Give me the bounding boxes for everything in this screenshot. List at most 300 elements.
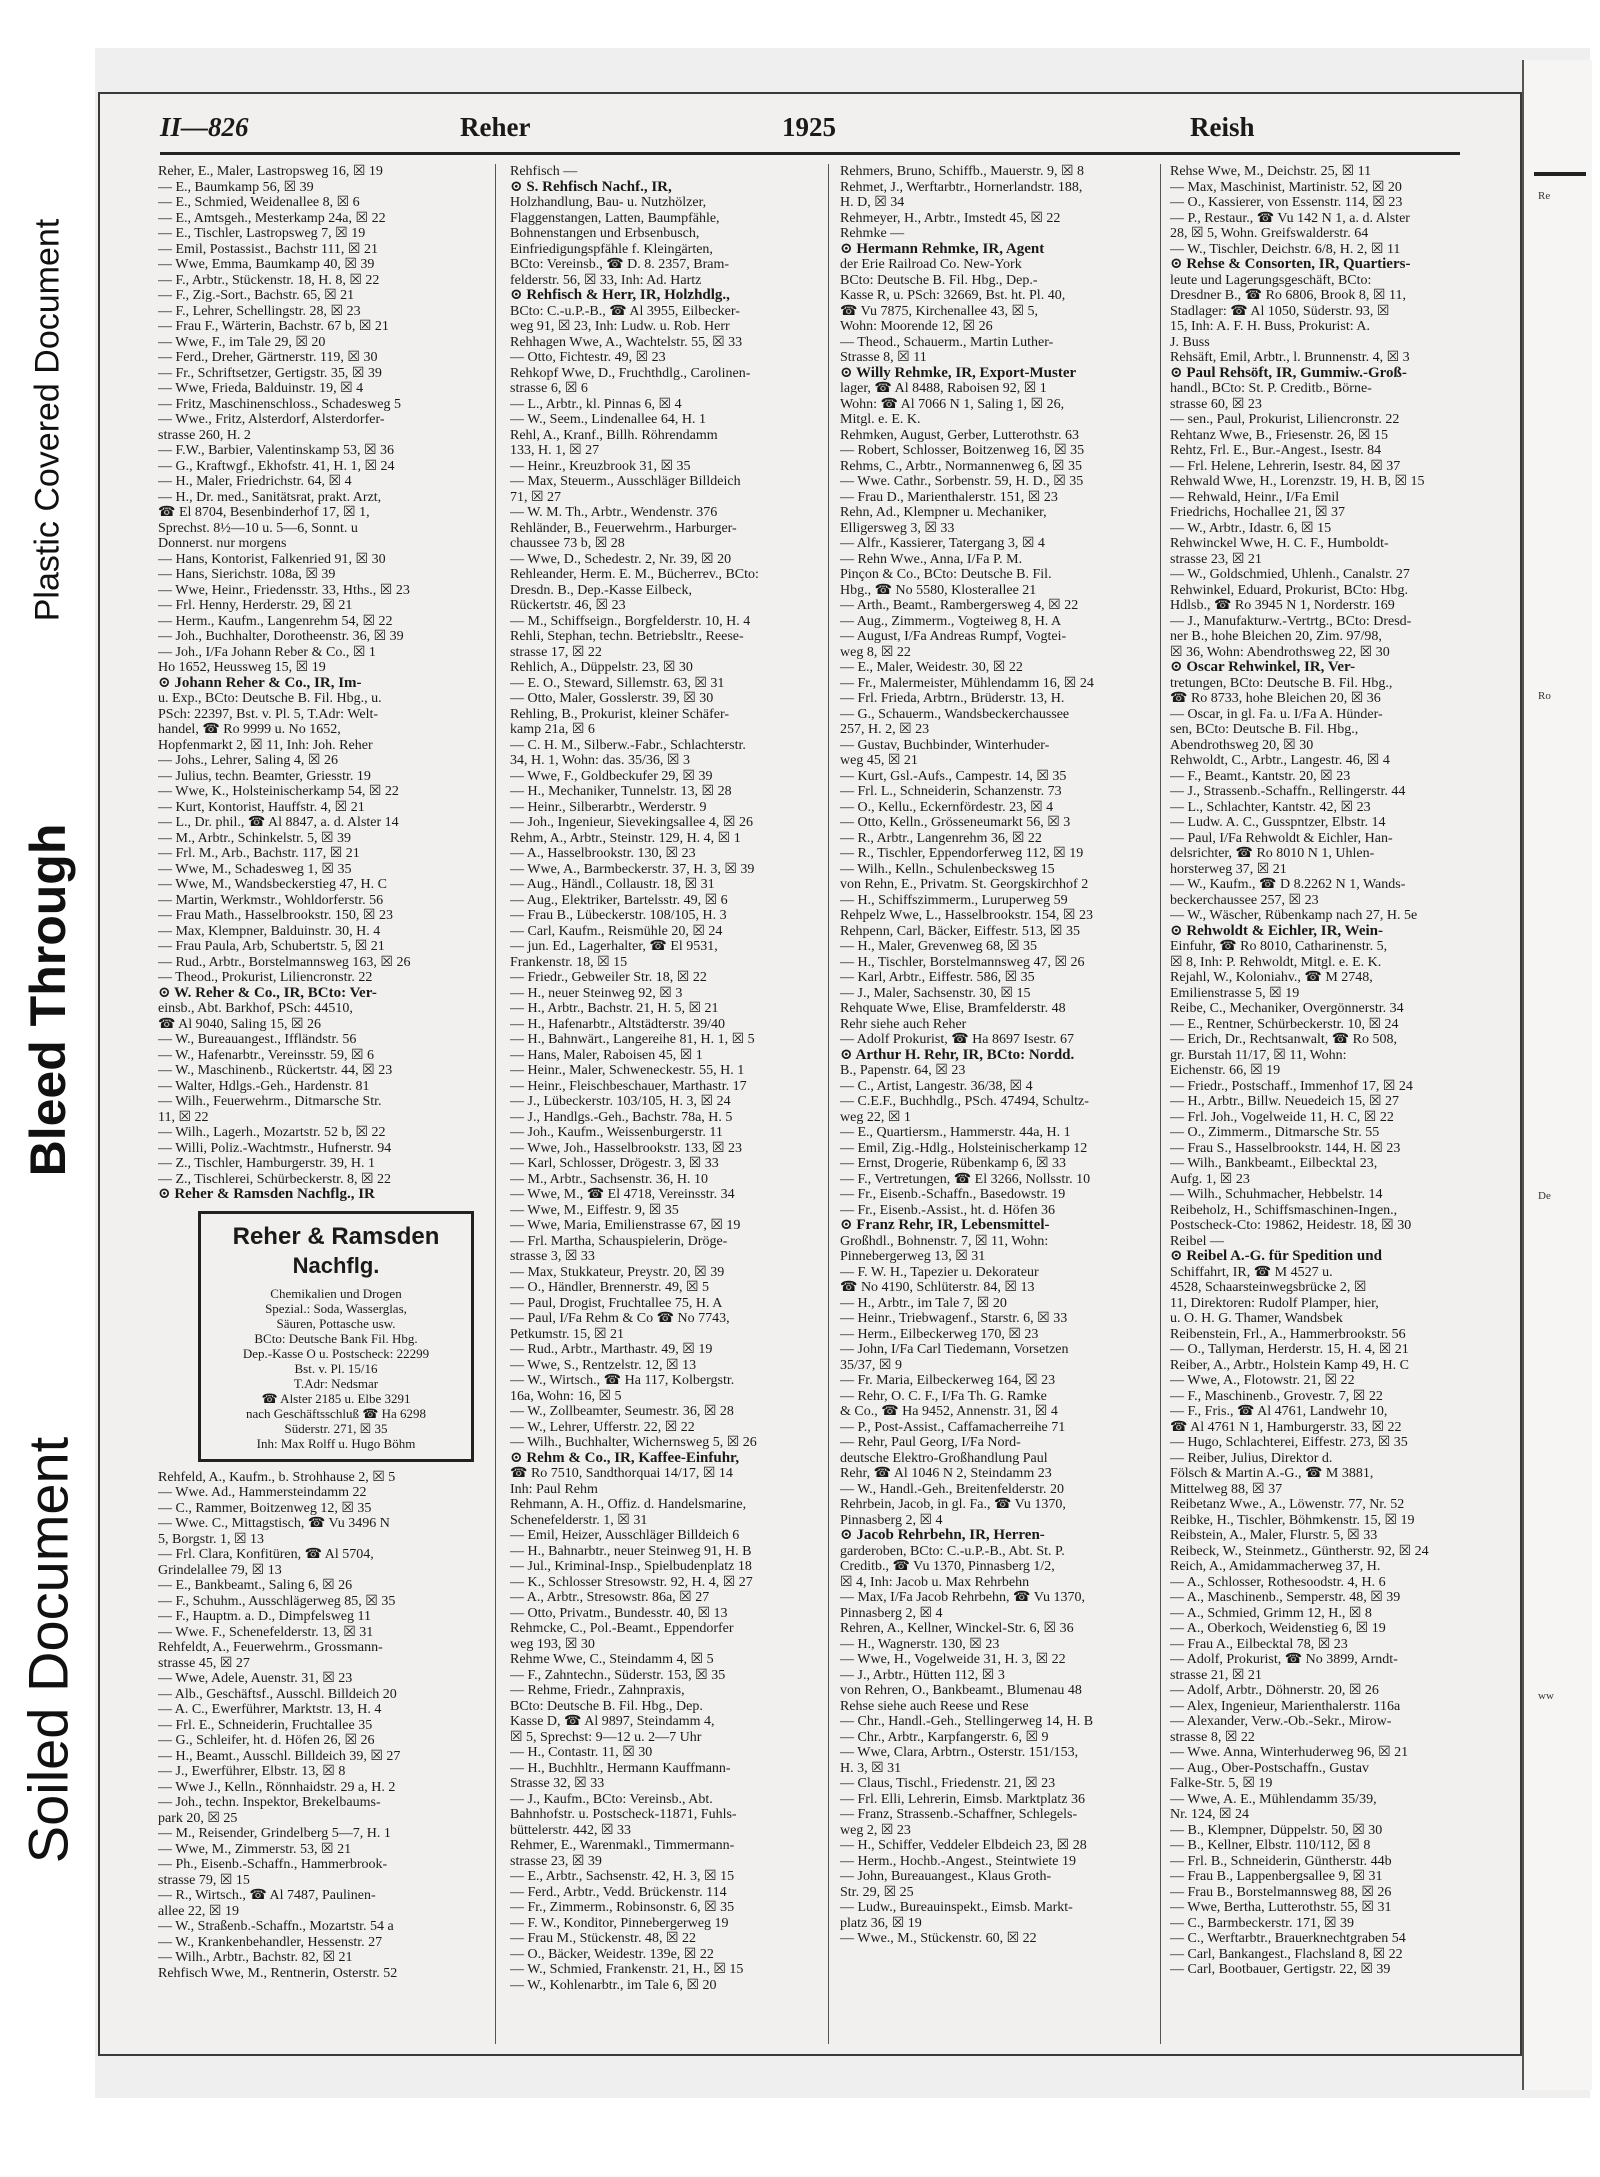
directory-year: 1925	[782, 112, 836, 142]
first-entry-word: Reher	[460, 112, 531, 142]
directory-entry: Wohn: ☎ Al 7066 N 1, Saling 1, ☒ 26,	[840, 396, 1065, 412]
directory-entry: Rehkopf Wwe, D., Fruchthdlg., Carolinen-	[510, 365, 751, 381]
directory-entry: — C. H. M., Silberw.-Fabr., Schlachterstr.	[510, 737, 746, 753]
directory-entry: 5, Borgstr. 1, ☒ 13	[158, 1531, 265, 1547]
directory-entry: — Wwe. Ad., Hammersteindamm 22	[158, 1485, 367, 1500]
directory-entry: — Ludw. A. C., Gusspntzer, Elbstr. 14	[1170, 815, 1386, 830]
directory-entry: Sprechst. 8½—10 u. 5—6, Sonnt. u	[158, 520, 358, 536]
directory-entry: — Heinr., Kreuzbrook 31, ☒ 35	[510, 458, 691, 474]
advertisement-box	[198, 1211, 474, 1462]
directory-entry: — M., Arbtr., Schinkelstr. 5, ☒ 39	[158, 830, 351, 846]
directory-entry: Flaggenstangen, Latten, Baumpfähle,	[510, 210, 720, 226]
directory-entry: — P., Post-Assist., Caffamacherreihe 71	[840, 1419, 1066, 1435]
directory-entry: — Frl. Martha, Schauspielerin, Dröge-	[510, 1233, 728, 1249]
directory-entry: & Co., ☎ Ha 9452, Annenstr. 31, ☒ 4	[840, 1404, 1058, 1419]
directory-entry: Strasse 32, ☒ 33	[510, 1776, 605, 1791]
directory-entry: — R., Wirtsch., ☎ Al 7487, Paulinen-	[158, 1888, 376, 1903]
directory-entry: — H., Hafenarbtr., Altstädterstr. 39/40	[510, 1016, 726, 1032]
directory-entry: — F.W., Barbier, Valentinskamp 53, ☒ 36	[158, 443, 395, 458]
directory-entry: Rehrbein, Jacob, in gl. Fa., ☎ Vu 1370,	[840, 1497, 1066, 1512]
adjacent-head-rule	[1534, 172, 1586, 176]
directory-entry: — Rud., Arbtr., Borstelmannsweg 163, ☒ 26	[158, 954, 411, 970]
directory-entry: — H., Schiffszimmerm., Luruperweg 59	[840, 892, 1068, 908]
directory-entry: — Max, Steuerm., Ausschläger Billdeich	[510, 474, 741, 489]
directory-entry: Falke-Str. 5, ☒ 19	[1170, 1776, 1273, 1791]
ad-line: nach Geschäftsschluß ☎ Ha 6298	[245, 1405, 427, 1421]
directory-entry: — Carl, Bootbauer, Gertigstr. 22, ☒ 39	[1170, 1962, 1391, 1977]
directory-entry: Reibel —	[1170, 1233, 1225, 1249]
directory-entry: — Joh., Buchhalter, Dorotheenstr. 36, ☒ 39	[158, 629, 404, 644]
directory-entry: H. D, ☒ 34	[840, 195, 905, 210]
directory-entry: — F., Fris., ☎ Al 4761, Landwehr 10,	[1170, 1404, 1388, 1419]
directory-entry: — Fr., Zimmerm., Robinsonstr. 6, ☒ 35	[510, 1900, 735, 1915]
directory-entry: Rehling, B., Prokurist, kleiner Schäfer-	[510, 706, 730, 722]
directory-entry: — H., Bahnwärt., Langereihe 81, H. 1, ☒ 5	[510, 1032, 755, 1047]
directory-entry: — E. O., Steward, Sillemstr. 63, ☒ 31	[510, 675, 725, 691]
directory-entry: — A., Arbtr., Stresowstr. 86a, ☒ 27	[510, 1590, 710, 1605]
directory-entry: — Aug., Elektriker, Bartelsstr. 49, ☒ 6	[510, 892, 728, 908]
directory-entry: — Wwe, M., Zimmerstr. 53, ☒ 21	[158, 1841, 352, 1857]
directory-entry: — Wwe. Anna, Winterhuderweg 96, ☒ 21	[1170, 1745, 1409, 1760]
directory-entry: garderoben, BCto: C.-u.P.-B., Abt. St. P.	[840, 1543, 1065, 1559]
directory-entry: — Wwe, M., Eiffestr. 9, ☒ 35	[510, 1202, 679, 1218]
directory-entry: — Herm., Kaufm., Langenrehm 54, ☒ 22	[158, 613, 393, 629]
directory-entry: ⊙ Reibel A.-G. für Spedition und	[1170, 1249, 1382, 1264]
directory-entry: Rehtanz Wwe, B., Friesenstr. 26, ☒ 15	[1170, 427, 1388, 443]
directory-entry: Rehwinkel, Eduard, Prokurist, BCto: Hbg.	[1170, 582, 1408, 598]
directory-entry: 71, ☒ 27	[510, 489, 562, 505]
directory-entry: — jun. Ed., Lagerhalter, ☎ El 9531,	[510, 939, 718, 954]
directory-entry: ☎ Al 4761 N 1, Hamburgerstr. 33, ☒ 22	[1170, 1419, 1402, 1435]
directory-entry: — Paul, I/Fa Rehm & Co ☎ No 7743,	[510, 1311, 730, 1326]
directory-entry: — Erich, Dr., Rechtsanwalt, ☎ Ro 508,	[1170, 1032, 1398, 1047]
directory-entry: Reher, E., Maler, Lastropsweg 16, ☒ 19	[158, 164, 383, 179]
adjacent-page-fragment: Re	[1538, 190, 1551, 202]
directory-entry: sen, BCto: Deutsche B. Fil. Hbg.,	[1170, 722, 1359, 737]
directory-entry: — Alfr., Kassierer, Tatergang 3, ☒ 4	[840, 536, 1045, 551]
directory-entry: — Wwe, K., Holsteinischerkamp 54, ☒ 22	[158, 784, 399, 799]
ad-subtitle: Nachflg.	[292, 1252, 380, 1278]
directory-entry: ⊙ Paul Rehsöft, IR, Gummiw.-Groß-	[1170, 365, 1407, 381]
directory-entry: — Gustav, Buchbinder, Winterhuder-	[840, 737, 1050, 753]
directory-entry: — F., Beamt., Kantstr. 20, ☒ 23	[1170, 768, 1351, 784]
directory-entry: — O., Kassierer, von Essenstr. 114, ☒ 23	[1170, 195, 1403, 210]
directory-entry: — Oscar, in gl. Fa. u. I/Fa A. Hünder-	[1170, 706, 1383, 722]
directory-entry: — W., Tischler, Deichstr. 6/8, H. 2, ☒ 11	[1170, 241, 1401, 257]
directory-entry: — Hugo, Schlachterei, Eiffestr. 273, ☒ 35	[1170, 1435, 1408, 1450]
directory-entry: — Joh., I/Fa Johann Reber & Co., ☒ 1	[158, 644, 376, 660]
directory-entry: ⊙ Oscar Rehwinkel, IR, Ver-	[1170, 660, 1356, 675]
directory-entry: Rehpelz Wwe, L., Hasselbrookstr. 154, ☒ 23	[840, 908, 1093, 923]
directory-entry: — E., Bankbeamt., Saling 6, ☒ 26	[158, 1578, 353, 1593]
directory-entry: Frankenstr. 18, ☒ 15	[510, 954, 628, 970]
directory-entry: — Z., Tischlerei, Schürbeckerstr. 8, ☒ 22	[158, 1171, 392, 1187]
directory-entry: von Rehn, E., Privatm. St. Georgskirchhof 2	[840, 877, 1089, 892]
column-1-entries-after-ad	[158, 1470, 478, 1982]
directory-entry: — Frl. Joh., Vogelweide 11, H. C, ☒ 22	[1170, 1109, 1394, 1125]
directory-entry: — F., Lehrer, Schellingstr. 28, ☒ 23	[158, 303, 361, 319]
ad-body	[207, 1286, 465, 1451]
directory-entry: — W., Lehrer, Ufferstr. 22, ☒ 22	[510, 1419, 695, 1435]
directory-entry: Eichenstr. 66, ☒ 19	[1170, 1063, 1281, 1078]
directory-entry: — Max, Stukkateur, Preystr. 20, ☒ 39	[510, 1264, 725, 1280]
directory-entry: büttelerstr. 442, ☒ 33	[510, 1822, 632, 1838]
directory-entry: — Chr., Handl.-Geh., Stellingerweg 14, H. B	[840, 1714, 1094, 1729]
directory-entry: Rehtz, Frl. E., Bur.-Angest., Isestr. 84	[1170, 443, 1382, 458]
directory-entry: — Ferd., Dreher, Gärtnerstr. 119, ☒ 30	[158, 350, 378, 365]
directory-entry: — Alex, Ingenieur, Marienthalerstr. 116a	[1170, 1698, 1401, 1714]
directory-entry: — Ferd., Arbtr., Vedd. Brückenstr. 114	[510, 1884, 727, 1900]
directory-entry: BCto: Deutsche B. Fil. Hbg., Dep.-	[840, 272, 1038, 288]
directory-entry: delsrichter, ☎ Ro 8010 N 1, Uhlen-	[1170, 846, 1375, 861]
directory-entry: Rehländer, B., Feuerwehrm., Harburger-	[510, 520, 737, 536]
directory-entry: — Heinr., Maler, Schweneckestr. 55, H. 1	[510, 1063, 745, 1078]
directory-entry: — Heinr., Triebwagenf., Starstr. 6, ☒ 33	[840, 1311, 1068, 1326]
directory-entry: — Fr., Schriftsetzer, Gertigstr. 35, ☒ 39	[158, 365, 382, 381]
directory-entry: Rehli, Stephan, techn. Betriebsltr., Reese-	[510, 629, 744, 644]
directory-entry: — Wilh., Lagerh., Mozartstr. 52 b, ☒ 22	[158, 1125, 386, 1140]
directory-entry: — C., Artist, Langestr. 36/38, ☒ 4	[840, 1078, 1033, 1094]
directory-entry: — B., Kellner, Elbstr. 110/112, ☒ 8	[1170, 1838, 1371, 1853]
directory-entry: — Frl. Henny, Herderstr. 29, ☒ 21	[158, 598, 353, 613]
directory-entry: — O., Bäcker, Weidestr. 139e, ☒ 22	[510, 1946, 714, 1962]
directory-entry: B., Papenstr. 64, ☒ 23	[840, 1063, 966, 1078]
directory-entry: der Erie Railroad Co. New-York	[840, 257, 1022, 272]
directory-entry: Rehmers, Bruno, Schiffb., Mauerstr. 9, ☒ 8	[840, 164, 1085, 179]
directory-entry: ner B., hohe Bleichen 20, Zim. 97/98,	[1170, 629, 1382, 644]
adjacent-page-fragment: ww	[1538, 1690, 1554, 1702]
directory-entry: Großhdl., Bohnenstr. 7, ☒ 11, Wohn:	[840, 1233, 1049, 1249]
directory-entry: Dresdn. B., Dep.-Kasse Eilbeck,	[510, 582, 692, 598]
directory-entry: — L., Arbtr., kl. Pinnas 6, ☒ 4	[510, 396, 682, 412]
directory-entry: — F., Schuhm., Ausschlägerweg 85, ☒ 35	[158, 1593, 396, 1609]
directory-entry: — Frl. Clara, Konfitüren, ☎ Al 5704,	[158, 1547, 374, 1562]
directory-entry: Reibeck, W., Steinmetz., Güntherstr. 92, ☒ 24	[1170, 1543, 1429, 1559]
ad-line: Inh: Max Rolff u. Hugo Böhm	[256, 1435, 416, 1451]
directory-entry: chaussee 73 b, ☒ 28	[510, 536, 625, 551]
directory-entry: Holzhandlung, Bau- u. Nutzhölzer,	[510, 195, 707, 210]
directory-entry: Rehfeldt, A., Feuerwehrm., Grossmann-	[158, 1640, 383, 1655]
directory-entry: Rehms, C., Arbtr., Normannenweg 6, ☒ 35	[840, 458, 1082, 474]
directory-column-2	[510, 164, 820, 2044]
directory-entry: — W., Krankenbehandler, Hessenstr. 27	[158, 1934, 383, 1950]
directory-entry: — H., Bahnarbtr., neuer Steinweg 91, H. B	[510, 1543, 752, 1559]
directory-entry: Creditb., ☎ Vu 1370, Pinnasberg 1/2,	[840, 1559, 1055, 1574]
directory-entry: Fölsch & Martin A.-G., ☎ M 3881,	[1170, 1466, 1374, 1481]
directory-entry: — Wwe, A. E., Mühlendamm 35/39,	[1170, 1791, 1377, 1807]
directory-entry: Rehwald Wwe, H., Lorenzstr. 19, H. B, ☒ 15	[1170, 474, 1425, 489]
directory-entry: — Wwe. F., Schenefelderstr. 13, ☒ 31	[158, 1624, 374, 1640]
directory-entry: — W., Handl.-Geh., Breitenfelderstr. 20	[840, 1481, 1064, 1497]
directory-entry: weg 22, ☒ 1	[840, 1109, 911, 1125]
directory-entry: — Heinr., Silberarbtr., Werderstr. 9	[510, 799, 707, 815]
directory-entry: — F., Maschinenb., Grovestr. 7, ☒ 22	[1170, 1388, 1383, 1404]
directory-entry: ⊙ Arthur H. Rehr, IR, BCto: Nordd.	[840, 1047, 1075, 1063]
directory-entry: BCto: Deutsche B. Fil. Hbg., Dep.	[510, 1698, 703, 1714]
directory-entry: — Wwe, M., ☎ El 4718, Vereinsstr. 34	[510, 1187, 735, 1202]
directory-entry: — Wilh., Arbtr., Bachstr. 82, ☒ 21	[158, 1950, 353, 1965]
directory-entry: — Wwe. C., Mittagstisch, ☎ Vu 3496 N	[158, 1516, 390, 1531]
directory-entry: — O., Kellu., Eckernfördestr. 23, ☒ 4	[840, 799, 1054, 815]
directory-entry: — August, I/Fa Andreas Rumpf, Vogtei-	[840, 629, 1067, 644]
running-head	[160, 112, 1460, 152]
directory-entry: strasse 17, ☒ 22	[510, 644, 602, 660]
directory-entry: — E., Maler, Weidestr. 30, ☒ 22	[840, 660, 1023, 675]
directory-entry: — W., Wäscher, Rübenkamp nach 27, H. 5e	[1170, 908, 1418, 923]
directory-entry: — Theod., Schauerm., Martin Luther-	[840, 334, 1054, 350]
directory-entry: — Kurt, Kontorist, Hauffstr. 4, ☒ 21	[158, 799, 365, 815]
directory-entry: — Wwe, Frieda, Balduinstr. 19, ☒ 4	[158, 381, 364, 396]
directory-entry: — B., Klempner, Düppelstr. 50, ☒ 30	[1170, 1822, 1383, 1838]
directory-entry: — H., Maler, Friedrichstr. 64, ☒ 4	[158, 474, 352, 489]
directory-entry: — Wwe, Joh., Hasselbrookstr. 133, ☒ 23	[510, 1140, 742, 1156]
directory-entry: — W., Arbtr., Idastr. 6, ☒ 15	[1170, 520, 1332, 536]
directory-entry: — Jul., Kriminal-Insp., Spielbudenplatz 18	[510, 1559, 752, 1574]
directory-entry: — Ernst, Drogerie, Rübenkamp 6, ☒ 33	[840, 1156, 1067, 1171]
directory-entry: — Wilh., Schuhmacher, Hebbelstr. 14	[1170, 1187, 1383, 1202]
directory-entry: — Paul, Drogist, Fruchtallee 75, H. A	[510, 1295, 723, 1311]
directory-entry: Aufg. 1, ☒ 23	[1170, 1171, 1250, 1187]
directory-entry: Einfuhr, ☎ Ro 8010, Catharinenstr. 5,	[1170, 939, 1388, 954]
adjacent-page-edge	[1522, 60, 1592, 2090]
directory-entry: — Frau S., Hasselbrookstr. 144, H. ☒ 23	[1170, 1140, 1401, 1156]
directory-entry: Rejahl, W., Koloniahv., ☎ M 2748,	[1170, 970, 1373, 985]
directory-entry: ⊙ Reher & Ramsden Nachflg., IR	[158, 1187, 375, 1202]
directory-entry: — Joh., Kaufm., Weissenburgerstr. 11	[510, 1125, 723, 1140]
directory-entry: — Frl. L., Schneiderin, Schanzenstr. 73	[840, 784, 1062, 799]
directory-entry: — M., Schiffseign., Borgfelderstr. 10, H. 4	[510, 613, 751, 629]
directory-entry: Reibe, C., Mechaniker, Overgönnerstr. 34	[1170, 1001, 1404, 1016]
last-entry-word: Reish	[1190, 112, 1255, 142]
directory-entry: — Friedr., Gebweiler Str. 18, ☒ 22	[510, 970, 707, 985]
directory-entry: — Walter, Hdlgs.-Geh., Hardenstr. 81	[158, 1078, 370, 1094]
directory-entry: — H., Dr. med., Sanitätsrat, prakt. Arzt,	[158, 489, 382, 505]
directory-entry: — Joh., Ingenieur, Sievekingsallee 4, ☒ 26	[510, 815, 753, 830]
directory-entry: — Wwe, A., Flotowstr. 21, ☒ 22	[1170, 1373, 1355, 1388]
directory-column-3	[840, 164, 1155, 2044]
soiled-document-stamp: Soiled Document	[16, 1436, 80, 1864]
directory-entry: — Martin, Werkmstr., Wohldorferstr. 56	[158, 892, 384, 908]
directory-entry: — Fr., Eisenb.-Schaffn., Basedowstr. 19	[840, 1187, 1066, 1202]
directory-entry: — Frau M., Stückenstr. 48, ☒ 22	[510, 1931, 696, 1946]
directory-entry: BCto: C.-u.P.-B., ☎ Al 3955, Eilbecker-	[510, 303, 740, 319]
directory-entry: — F., Hauptm. a. D., Dimpfelsweg 11	[158, 1609, 372, 1624]
directory-entry: Rehmken, August, Gerber, Lutterothstr. 63	[840, 427, 1079, 443]
directory-entry: beckerchaussee 257, ☒ 23	[1170, 892, 1319, 908]
directory-entry: Rehfisch Wwe, M., Rentnerin, Osterstr. 52	[158, 1965, 398, 1981]
directory-entry: ⊙ S. Rehfisch Nachf., IR,	[510, 179, 672, 195]
directory-entry: — O., Tallyman, Herderstr. 15, H. 4, ☒ 21	[1170, 1342, 1409, 1357]
directory-entry: Rehse Wwe, M., Deichstr. 25, ☒ 11	[1170, 164, 1372, 179]
directory-entry: Str. 29, ☒ 25	[840, 1884, 914, 1900]
directory-entry: — A. C., Ewerführer, Marktstr. 13, H. 4	[158, 1702, 382, 1717]
directory-entry: Rehwinckel Wwe, H. C. F., Humboldt-	[1170, 536, 1389, 551]
directory-entry: Rehfeld, A., Kaufm., b. Strohhause 2, ☒ 5	[158, 1469, 396, 1485]
directory-entry: — F., Zig.-Sort., Bachstr. 65, ☒ 21	[158, 288, 355, 303]
directory-entry: — Wilh., Kelln., Schulenbecksweg 15	[840, 861, 1055, 877]
directory-entry: — Wwe, Bertha, Lutterothstr. 55, ☒ 31	[1170, 1900, 1392, 1915]
directory-entry: — Frau D., Marienthalerstr. 151, ☒ 23	[840, 489, 1058, 505]
directory-entry: — Wwe J., Kelln., Rönnhaidstr. 29 a, H. 2	[158, 1779, 396, 1795]
directory-entry: 34, H. 1, Wohn: das. 35/36, ☒ 3	[510, 753, 690, 768]
directory-entry: J. Buss	[1170, 334, 1210, 350]
ad-line: ☎ Alster 2185 u. Elbe 3291	[261, 1390, 411, 1406]
directory-entry: Donnerst. nur morgens	[158, 536, 287, 551]
directory-entry: — A., Hasselbrookstr. 130, ☒ 23	[510, 846, 696, 861]
directory-entry: — Robert, Schlosser, Boitzenweg 16, ☒ 35	[840, 443, 1085, 458]
directory-entry: Pinnasberg 2, ☒ 4	[840, 1512, 943, 1528]
directory-entry: Friedrichs, Hochallee 21, ☒ 37	[1170, 505, 1346, 520]
directory-entry: Einfriedigungspfähle f. Kleingärten,	[510, 241, 713, 257]
directory-entry: ⊙ Franz Rehr, IR, Lebensmittel-	[840, 1218, 1050, 1233]
directory-entry: ☒ 36, Wohn: Abendrothsweg 22, ☒ 30	[1170, 644, 1390, 660]
directory-entry: Nr. 124, ☒ 24	[1170, 1807, 1250, 1822]
directory-entry: — C., Werftarbtr., Brauerknechtgraben 54	[1170, 1931, 1406, 1946]
directory-entry: — J., Ewerführer, Elbstr. 13, ☒ 8	[158, 1764, 346, 1779]
directory-entry: Rehpenn, Carl, Bäcker, Eiffestr. 513, ☒ 35	[840, 923, 1080, 939]
directory-entry: — J., Manufakturw.-Vertrtg., BCto: Dresd-	[1170, 613, 1412, 629]
directory-entry: — W., Maschinenb., Rückertstr. 44, ☒ 23	[158, 1063, 393, 1078]
scanner-stamp-strip	[0, 0, 95, 2177]
ad-title: Reher & Ramsden	[232, 1222, 440, 1250]
directory-entry: — Frau B., Lappenbergsallee 9, ☒ 31	[1170, 1869, 1383, 1884]
directory-entry: — Otto, Kelln., Grösseneumarkt 56, ☒ 3	[840, 815, 1071, 830]
directory-entry: — F., Arbtr., Stückenstr. 18, H. 8, ☒ 22	[158, 272, 380, 288]
directory-entry: handel, ☎ Ro 9999 u. No 1652,	[158, 722, 341, 737]
directory-entry: — E., Rentner, Schürbeckerstr. 10, ☒ 24	[1170, 1016, 1399, 1032]
directory-entry: Rehr siehe auch Reher	[840, 1016, 967, 1032]
directory-entry: — Rehr, O. C. F., I/Fa Th. G. Ramke	[840, 1388, 1047, 1404]
directory-entry: strasse 3, ☒ 33	[510, 1249, 595, 1264]
directory-entry: Bohnenstangen und Erbsenbusch,	[510, 226, 700, 241]
directory-entry: — R., Tischler, Eppendorferweg 112, ☒ 19	[840, 846, 1084, 861]
directory-entry: — J., Handlgs.-Geh., Bachstr. 78a, H. 5	[510, 1109, 733, 1125]
directory-entry: Rehfisch —	[510, 164, 578, 179]
column-rule	[495, 164, 496, 2044]
directory-entry: Dresdner B., ☎ Ro 6806, Brook 8, ☒ 11,	[1170, 288, 1406, 303]
directory-entry: — J., Maler, Sachsenstr. 30, ☒ 15	[840, 985, 1031, 1001]
directory-entry: — Emil, Postassist., Bachstr 111, ☒ 21	[158, 241, 378, 257]
directory-entry: — Wwe, M., Schadesweg 1, ☒ 35	[158, 861, 352, 877]
directory-entry: Pinnasberg 2, ☒ 4	[840, 1605, 943, 1621]
directory-entry: — G., Kraftwgf., Ekhofstr. 41, H. 1, ☒ 24	[158, 458, 395, 474]
directory-entry: ☒ 8, Inh: P. Rehwoldt, Mitgl. e. E. K.	[1170, 954, 1382, 970]
directory-entry: — Wilh., Bankbeamt., Eilbecktal 23,	[1170, 1156, 1378, 1171]
directory-entry: — H., Schiffer, Veddeler Elbdeich 23, ☒ 28	[840, 1838, 1087, 1853]
directory-entry: weg 45, ☒ 21	[840, 753, 918, 768]
directory-entry: ☒ 5, Sprechst: 9—12 u. 2—7 Uhr	[510, 1729, 702, 1745]
directory-entry: — Arth., Beamt., Rambergersweg 4, ☒ 22	[840, 598, 1079, 613]
directory-entry: Emilienstrasse 5, ☒ 19	[1170, 985, 1300, 1001]
directory-entry: Reiber, A., Arbtr., Holstein Kamp 49, H. C	[1170, 1357, 1409, 1373]
plastic-covered-stamp: Plastic Covered Document	[28, 218, 67, 622]
directory-entry: strasse 23, ☒ 39	[510, 1853, 602, 1869]
ad-line: Dep.-Kasse O u. Postscheck: 22299	[242, 1345, 430, 1361]
directory-entry: horsterweg 37, ☒ 21	[1170, 861, 1287, 877]
directory-entry: Mitgl. e. E. K.	[840, 412, 921, 427]
directory-entry: — J., Strassenb.-Schaffn., Rellingerstr. 44	[1170, 784, 1406, 799]
directory-entry: 11, Direktoren: Rudolf Plamper, hier,	[1170, 1295, 1379, 1311]
directory-entry: — H., Maler, Grevenweg 68, ☒ 35	[840, 939, 1038, 954]
directory-entry: — Frau F., Wärterin, Bachstr. 67 b, ☒ 21	[158, 319, 389, 334]
directory-entry: — Willi, Poliz.-Wachtmstr., Hufnerstr. 94	[158, 1140, 392, 1156]
directory-entry: — L., Schlachter, Kantstr. 42, ☒ 23	[1170, 799, 1371, 815]
directory-entry: — Carl, Bankangest., Flachsland 8, ☒ 22	[1170, 1946, 1403, 1962]
directory-entry: Postscheck-Cto: 19862, Heidestr. 18, ☒ 30	[1170, 1218, 1412, 1233]
directory-entry: — Wwe, Heinr., Friedensstr. 33, Hths., ☒ 23	[158, 582, 410, 598]
directory-entry: Grindelallee 79, ☒ 13	[158, 1562, 282, 1578]
directory-entry: Rehmke —	[840, 226, 905, 241]
directory-entry: platz 36, ☒ 19	[840, 1915, 922, 1931]
directory-entry: — Fritz, Maschinenschloss., Schadesweg 5	[158, 396, 402, 412]
directory-entry: lager, ☎ Al 8488, Raboisen 92, ☒ 1	[840, 381, 1047, 396]
directory-entry: — E., Tischler, Lastropsweg 7, ☒ 19	[158, 226, 366, 241]
directory-entry: Reich, A., Amidammacherweg 37, H.	[1170, 1559, 1381, 1574]
directory-entry: — G., Schauerm., Wandsbeckerchaussee	[840, 706, 1070, 722]
directory-page	[98, 92, 1522, 2056]
directory-entry: — Otto, Fichtestr. 49, ☒ 23	[510, 350, 666, 365]
directory-entry: ⊙ Jacob Rehrbehn, IR, Herren-	[840, 1528, 1045, 1543]
directory-entry: Rehsäft, Emil, Arbtr., l. Brunnenstr. 4, ☒ 3	[1170, 350, 1410, 365]
directory-entry: Hdlsb., ☎ Ro 3945 N 1, Norderstr. 169	[1170, 598, 1395, 613]
directory-entry: — Alexander, Verw.-Ob.-Sekr., Mirow-	[1170, 1714, 1392, 1729]
directory-entry: 4528, Schaarsteinwegsbrücke 2, ☒	[1170, 1280, 1367, 1295]
directory-entry: — Otto, Privatm., Bundesstr. 40, ☒ 13	[510, 1605, 728, 1621]
directory-entry: — Johs., Lehrer, Saling 4, ☒ 26	[158, 753, 338, 768]
directory-entry: Bahnhofstr. u. Postscheck-11871, Fuhls-	[510, 1807, 737, 1822]
directory-entry: handl., BCto: St. P. Creditb., Börne-	[1170, 381, 1372, 396]
directory-entry: — Wwe, F., Goldbeckufer 29, ☒ 39	[510, 768, 713, 784]
directory-entry: — W., Straßenb.-Schaffn., Mozartstr. 54 a	[158, 1919, 394, 1934]
bleed-through-stamp: Bleed Through	[20, 823, 76, 1177]
directory-entry: Reibenstein, Frl., A., Hammerbrookstr. 56	[1170, 1326, 1406, 1342]
directory-entry: — W., Kaufm., ☎ D 8.2262 N 1, Wands-	[1170, 877, 1406, 892]
directory-entry: Kasse D, ☎ Al 9897, Steindamm 4,	[510, 1714, 715, 1729]
directory-entry: — Herm., Eilbeckerweg 170, ☒ 23	[840, 1326, 1039, 1342]
directory-entry: — Heinr., Fleischbeschauer, Marthastr. 17	[510, 1078, 747, 1094]
directory-entry: — Wilh., Buchhalter, Wichernsweg 5, ☒ 26	[510, 1435, 757, 1450]
directory-entry: — Paul, I/Fa Rehwoldt & Eichler, Han-	[1170, 830, 1393, 846]
directory-entry: — H., Arbtr., Bachstr. 21, H. 5, ☒ 21	[510, 1001, 719, 1016]
directory-entry: — H., Tischler, Borstelmannsweg 47, ☒ 26	[840, 954, 1085, 970]
adjacent-page-fragment: De	[1538, 1190, 1551, 1202]
directory-entry: — Wwe, D., Schedestr. 2, Nr. 39, ☒ 20	[510, 551, 732, 567]
directory-entry: weg 8, ☒ 22	[840, 644, 911, 660]
directory-entry: — O., Händler, Brennerstr. 49, ☒ 5	[510, 1280, 710, 1295]
directory-entry: — Ludw., Bureauinspekt., Eimsb. Markt-	[840, 1900, 1073, 1915]
directory-entry: — H., Beamt., Ausschl. Billdeich 39, ☒ 27	[158, 1748, 401, 1764]
directory-entry: — Wwe, Clara, Arbtrn., Osterstr. 151/153,	[840, 1745, 1079, 1760]
directory-entry: — Alb., Geschäftsf., Ausschl. Billdeich 20	[158, 1686, 397, 1702]
directory-entry: — W., Hafenarbtr., Vereinsstr. 59, ☒ 6	[158, 1047, 375, 1063]
directory-entry: — Fr., Eisenb.-Assist., ht. d. Höfen 36	[840, 1202, 1056, 1218]
directory-entry: — Ph., Eisenb.-Schaffn., Hammerbrook-	[158, 1857, 388, 1872]
directory-entry: ☒ 4, Inh: Jacob u. Max Rehrbehn	[840, 1574, 1030, 1590]
directory-entry: — sen., Paul, Prokurist, Liliencronstr. 22	[1170, 412, 1400, 427]
directory-entry: leute und Lagerungsgeschäft, BCto:	[1170, 272, 1372, 288]
directory-entry: — Wilh., Feuerwehrm., Ditmarsche Str.	[158, 1094, 382, 1109]
directory-entry: ☎ Ro 7510, Sandthorquai 14/17, ☒ 14	[510, 1466, 733, 1481]
directory-entry: — Rehme, Friedr., Zahnpraxis,	[510, 1683, 685, 1698]
directory-entry: Rehmcke, C., Pol.-Beamt., Eppendorfer	[510, 1621, 734, 1636]
directory-entry: — Rud., Arbtr., Marthastr. 49, ☒ 19	[510, 1342, 713, 1357]
directory-entry: Rehl, A., Kranf., Billh. Röhrendamm	[510, 427, 718, 443]
directory-entry: — W., Schmied, Frankenstr. 21, H., ☒ 15	[510, 1962, 744, 1977]
directory-entry: — Adolf, Prokurist, ☎ No 3899, Arndt-	[1170, 1652, 1398, 1667]
directory-entry: — W., Bureauangest., Iffländstr. 56	[158, 1032, 357, 1047]
directory-entry: Petkumstr. 15, ☒ 21	[510, 1326, 625, 1342]
directory-entry: — M., Reisender, Grindelberg 5—7, H. 1	[158, 1826, 391, 1841]
